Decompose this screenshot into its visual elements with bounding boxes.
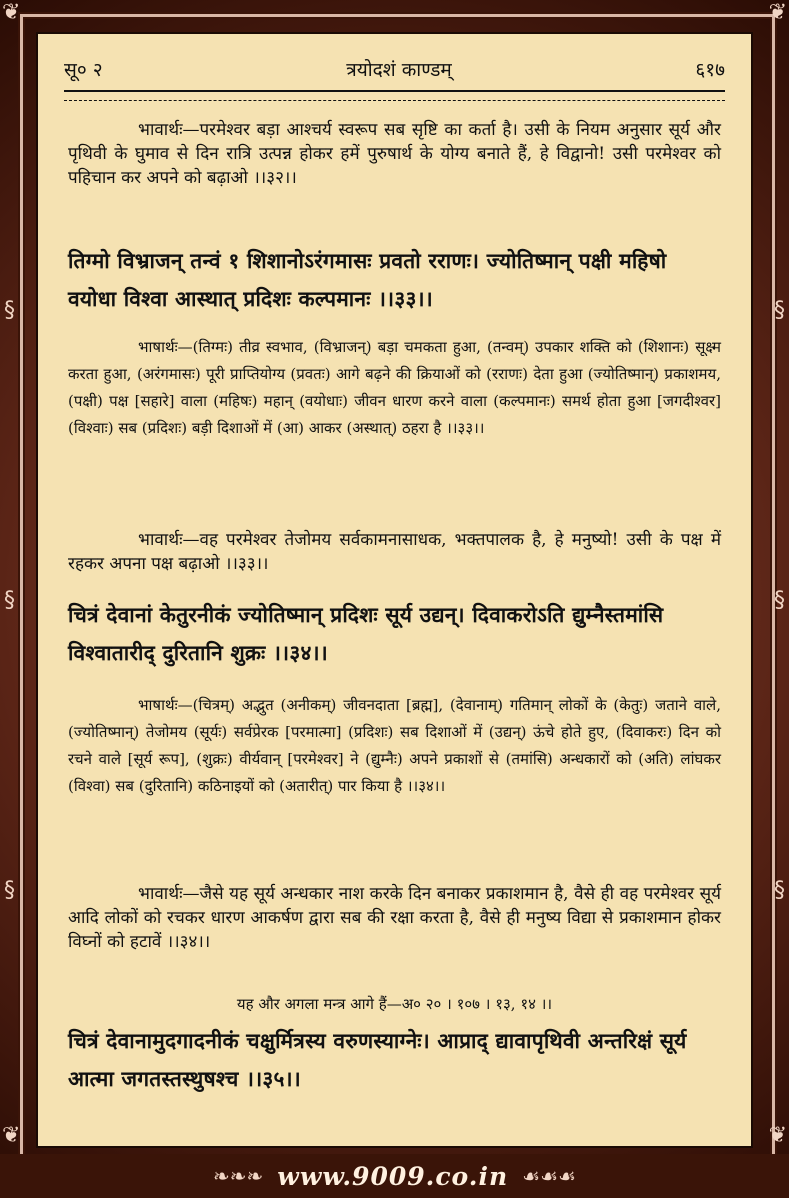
bhavartha-34: भावार्थः—जैसे यह सूर्य अन्धकार नाश करके दिन बनाकर प्रकाशमान है, वैसे ही वह परमेश्वर सूर्य आदि लोकों को रचकर धारण आकर्षण द्वारा सब की रक्षा करता है, वैसे ही मनुष्य विद्या से प्रकाशमान होकर विघ्नों को हटावें ।।३४।। (68, 884, 721, 952)
side-ornament-icon: § (774, 588, 785, 613)
page-number: ६१७ (695, 59, 725, 81)
mantra-35: चित्रं देवानामुदगादनीकं चक्षुर्मित्रस्य वरुणस्याग्नेः। आप्राद् द्यावापृथिवी अन्तरिक्षं सूर्य आत्मा जगतस्तस्थुषश्च ।।३५।। (68, 1028, 687, 1091)
cross-reference-note: यह और अगला मन्त्र आगे हैं—अ० २० । १०७ । १३, १४ ।। (236, 995, 553, 1013)
header-rule (64, 90, 725, 101)
bhashartha-34: भाषार्थः—(चित्रम्) अद्भुत (अनीकम्) जीवनदाता [ब्रह्म], (देवानाम्) गतिमान् लोकों के (केतुः) जताने वाले, (ज्योतिष्मान्) तेजोमय (सूर्यः) सर्वप्रेरक [परमात्मा] (प्रदिशः) सब दिशाओं में (उद्यन्) ऊंचे होते हुए, (दिवाकरः) दिन को रचने वाले [सूर्य रूप], (शुक्रः) वीर्यवान् [परमेश्वर] ने (द्युम्नैः) अपने प्रकाशों से (तमांसि) अन्धकारों को (अति) लांघकर (विश्वा) सब (दुरितानि) कठिनाइयों को (अतारीत्) पार किया है ।।३४।। (68, 696, 721, 795)
mantra-33: तिग्मो विभ्राजन् तन्वं १ शिशानोऽरंगमासः प्रवतो रराणः। ज्योतिष्मान् पक्षी महिषो वयोधा विश्वा आस्थात् प्रदिशः कल्पमानः ।।३३।। (68, 248, 667, 311)
bhavartha-32: भावार्थः—परमेश्वर बड़ा आश्चर्य स्वरूप सब सृष्टि का कर्ता है। उसी के नियम अनुसार सूर्य और पृथिवी के घुमाव से दिन रात्रि उत्पन्न होकर हमें पुरुषार्थ के योग्य बनाते हैं, हे विद्वानो! उसी परमेश्वर को पहिचान कर अपने को बढ़ाओ ।।३२।। (68, 120, 721, 188)
mantra-34: चित्रं देवानां केतुरनीकं ज्योतिष्मान् प्रदिशः सूर्य उद्यन्। दिवाकरोऽति द्युम्नैस्तमांसि विश्वातारीद् दुरितानि शुक्रः ।।३४।। (68, 602, 664, 665)
bhavartha-33: भावार्थः—वह परमेश्वर तेजोमय सर्वकामनासाधक, भक्तपालक है, हे मनुष्यो! उसी के पक्ष में रहकर अपना पक्ष बढ़ाओ ।।३३।। (68, 530, 721, 574)
side-ornament-icon: § (4, 588, 15, 613)
sukta-number: सू० २ (64, 59, 103, 81)
footer-ornament-icon: ☙☙☙ (522, 1164, 576, 1188)
footer-ornament-icon: ❧❧❧ (213, 1164, 264, 1188)
side-ornament-icon: § (774, 878, 785, 903)
bhashartha-33: भाषार्थः—(तिग्मः) तीव्र स्वभाव, (विभ्राजन्) बड़ा चमकता हुआ, (तन्वम्) उपकार शक्ति को (शिशानः) सूक्ष्म करता हुआ, (अरंगमासः) पूरी प्राप्तियोग्य (प्रवतः) आगे बढ़ने की क्रियाओं को (रराणः) देता हुआ (ज्योतिष्मान्) प्रकाशमय, (पक्षी) पक्ष [सहारे] वाला (महिषः) महान् (वयोधाः) जीवन धारण करने वाला (कल्पमानः) समर्थ होता हुआ [जगदीश्वर] (विश्वाः) सब (प्रदिशः) बड़ी दिशाओं में (आ) आकर (अस्थात्) ठहरा है ।।३३।। (68, 338, 721, 437)
page-header (64, 52, 725, 86)
website-url[interactable]: www.9009.co.in (277, 1161, 509, 1191)
side-ornament-icon: § (4, 298, 15, 323)
side-ornament-icon: § (774, 298, 785, 323)
corner-ornament-icon: ❦ (768, 1123, 787, 1148)
scripture-page (36, 32, 753, 1148)
kanda-title: त्रयोदशं काण्डम् (346, 59, 452, 81)
side-ornament-icon: § (4, 878, 15, 903)
corner-ornament-icon: ❦ (2, 0, 21, 25)
corner-ornament-icon: ❦ (768, 0, 787, 25)
corner-ornament-icon: ❦ (2, 1123, 21, 1148)
footer-band (0, 1154, 789, 1198)
